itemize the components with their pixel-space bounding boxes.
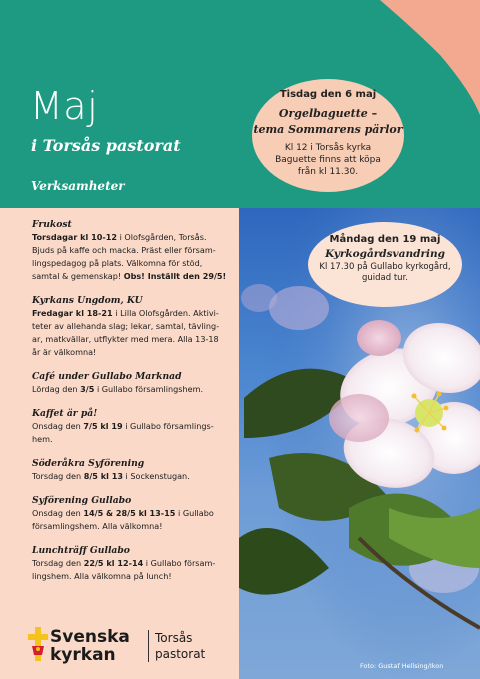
events-list <box>32 218 232 594</box>
event-date-prefix: Onsdag den <box>32 508 84 518</box>
event-title: Kyrkans Ungdom, KU <box>32 295 143 306</box>
logo-place: pastorat <box>155 647 206 661</box>
featured-event-2-info <box>308 262 462 284</box>
event-date: 14/5 & 28/5 kl 13-15 <box>83 508 176 518</box>
event-time: Torsdagar kl 10-12 <box>32 232 117 242</box>
featured-event-date: Tisdag den 6 maj <box>279 89 377 100</box>
featured-event-bubble-2 <box>308 222 462 307</box>
event-text <box>32 470 232 483</box>
event-location: i Gullabo församlingshem. <box>94 384 204 394</box>
event-title: Kaffet är på! <box>32 408 98 419</box>
event-description: samtal & gemenskap! <box>32 271 124 281</box>
event-item <box>32 294 232 359</box>
event-notice: Obs! Inställt den 29/5! <box>123 271 227 281</box>
featured-event-2-info-line: Kl 17.30 på Gullabo kyrkogård, <box>319 262 451 272</box>
event-location: i Sockenstugan. <box>122 471 190 481</box>
event-item <box>32 218 232 283</box>
event-text <box>32 383 232 396</box>
event-title: Café under Gullabo Marknad <box>32 371 182 382</box>
page-subtitle: i Torsås pastorat <box>31 136 181 155</box>
svenska-kyrkan-cross-icon <box>28 627 48 661</box>
featured-event-title-line: tema Sommarens pärlor <box>253 123 403 136</box>
featured-event-2-info-line: guidad tur. <box>362 273 408 283</box>
event-date: 7/5 kl 19 <box>83 421 123 431</box>
logo-text: Svenska <box>50 627 130 647</box>
event-description: församlingshem. Alla välkomna! <box>32 521 163 531</box>
event-location: i Olofsgården, Torsås. <box>117 232 207 242</box>
event-description: Bjuds på kaffe och macka. Präst eller försam- <box>32 245 216 255</box>
featured-event-info-line: Baguette finns att köpa <box>275 155 381 165</box>
event-title: Syförening Gullabo <box>32 495 132 506</box>
featured-event-info-line: från kl 11.30. <box>297 167 359 177</box>
logo-divider <box>148 630 149 662</box>
event-location: i Gullabo <box>175 508 214 518</box>
event-time: Fredagar kl 18-21 <box>32 308 113 318</box>
event-description: lingspedagog på plats. Välkomna för stöd, <box>32 258 203 268</box>
photo-credit: Foto: Gustaf Hellsing/Ikon <box>360 662 444 670</box>
featured-event-title-line: Orgelbaguette – <box>278 107 378 120</box>
event-item <box>32 494 232 533</box>
event-text <box>32 507 232 533</box>
page-title: Maj <box>30 84 99 128</box>
event-text <box>32 420 232 446</box>
event-date: 3/5 <box>80 384 95 394</box>
event-location: i Lilla Olofsgården. Aktivi- <box>112 308 219 318</box>
event-item <box>32 370 232 396</box>
event-title: Frukost <box>32 219 72 230</box>
event-description: lingshem. Alla välkomna på lunch! <box>32 571 172 581</box>
featured-event-title <box>252 106 404 138</box>
featured-event-2-date: Måndag den 19 maj <box>329 234 441 245</box>
event-date-prefix: Onsdag den <box>32 421 84 431</box>
event-text <box>32 307 232 359</box>
logo-text: kyrkan <box>50 645 116 665</box>
event-date-prefix: Lördag den <box>32 384 81 394</box>
event-item <box>32 457 232 483</box>
event-description: ar, matkvällar, utflykter med mera. Alla 13-18 <box>32 334 219 344</box>
event-description: år är välkomna! <box>32 347 97 357</box>
featured-event-bubble <box>252 79 404 192</box>
event-date-prefix: Torsdag den <box>32 471 84 481</box>
featured-event-info-line: Kl 12 i Torsås kyrka <box>284 143 372 153</box>
event-location: i Gullabo försam- <box>143 558 216 568</box>
header-area <box>0 0 480 208</box>
section-heading: Verksamheter <box>31 179 125 193</box>
event-title: Lunchträff Gullabo <box>32 545 130 556</box>
event-title: Söderåkra Syförening <box>32 458 145 469</box>
event-item <box>32 407 232 446</box>
event-location: hem. <box>32 434 53 444</box>
event-location: i Gullabo församlings- <box>122 421 214 431</box>
event-item <box>32 544 232 583</box>
featured-event-info <box>252 142 404 178</box>
event-text <box>32 557 232 583</box>
event-date: 22/5 kl 12-14 <box>83 558 144 568</box>
event-date: 8/5 kl 13 <box>83 471 123 481</box>
event-date-prefix: Torsdag den <box>32 558 84 568</box>
event-text <box>32 231 232 283</box>
logo-place: Torsås <box>155 631 193 645</box>
featured-event-2-title: Kyrkogårdsvandring <box>325 248 445 260</box>
event-description: teter av allehanda slag; lekar, samtal, tävling- <box>32 321 220 331</box>
